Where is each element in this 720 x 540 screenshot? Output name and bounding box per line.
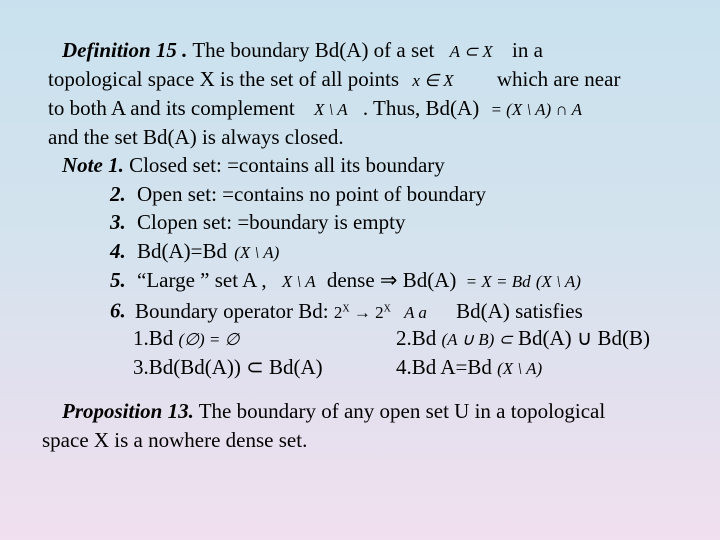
note-3-number: 3. (110, 210, 126, 234)
property-2 (396, 325, 650, 353)
note-4 (110, 238, 279, 266)
property-2-formula: (A ∪ B) ⊂ (441, 330, 513, 349)
note-4-text: Bd(A)=Bd (137, 239, 228, 263)
power-set-arrow: → 2 (353, 302, 384, 322)
definition-line-4 (48, 124, 344, 150)
note-5-text-2: dense ⇒ Bd(A) (326, 268, 457, 292)
definition-text-1-end: in a (512, 38, 543, 62)
note-3 (110, 209, 405, 235)
proposition-text-1: The boundary of any open set U in a topological (198, 399, 606, 423)
definition-text-4: and the set Bd(A) is always closed. (48, 125, 344, 149)
note-2-number: 2. (110, 182, 126, 206)
note-6-text-2: Bd(A) satisfies (456, 298, 583, 323)
property-2-text: 2.Bd (396, 326, 437, 350)
property-3 (133, 354, 323, 380)
note-1 (62, 152, 445, 178)
power-set-base-1: 2 (333, 302, 343, 322)
definition-text-1: The boundary Bd(A) of a set (192, 38, 435, 62)
property-2-end: Bd(A) ∪ Bd(B) (518, 326, 651, 350)
maps-to-formula: A a (404, 302, 427, 322)
definition-text-2-end: which are near (496, 67, 621, 91)
note-5-formula-2: = X = Bd (465, 272, 531, 291)
definition-text-3-mid: . Thus, Bd(A) (362, 96, 480, 120)
note-3-text: Clopen set: =boundary is empty (137, 210, 406, 234)
note-5 (110, 267, 581, 295)
property-4-formula: (X \ A) (497, 359, 543, 378)
note-5-formula-3: (X \ A) (535, 272, 581, 291)
note-5-text-1: “Large ” set A , (137, 268, 267, 292)
proposition-label: Proposition 13. (62, 399, 194, 423)
note-2-text: Open set: =contains no point of boundary (137, 182, 486, 206)
property-1-text: 1.Bd (133, 326, 174, 350)
note-6 (110, 296, 583, 326)
property-3-text: 3.Bd(Bd(A)) ⊂ Bd(A) (133, 355, 323, 379)
power-set-exp-2: X (383, 303, 391, 314)
note-6-text-1: Boundary operator Bd: (135, 298, 329, 323)
element-formula: x ∈ X (412, 71, 454, 90)
note-4-formula: (X \ A) (234, 243, 280, 262)
property-4 (396, 354, 542, 382)
property-1-formula: (∅) = ∅ (178, 330, 240, 349)
definition-line-2 (48, 66, 620, 94)
note-2 (110, 181, 486, 207)
proposition-text-2: space X is a nowhere dense set. (42, 428, 308, 452)
definition-line-1 (62, 37, 543, 65)
note-1-label: Note 1. (62, 153, 124, 177)
proposition-line-2 (42, 427, 307, 453)
definition-text-2: topological space X is the set of all points (48, 67, 400, 91)
property-1 (133, 325, 239, 353)
note-5-formula-1: X \ A (281, 272, 316, 291)
complement-formula: X \ A (313, 100, 348, 119)
boundary-formula: = (X \ A) ∩ A (490, 100, 583, 119)
power-set-formula (334, 303, 391, 322)
power-set-exp-1: X (342, 303, 350, 314)
note-1-text: Closed set: =contains all its boundary (129, 153, 445, 177)
note-4-number: 4. (110, 239, 126, 263)
definition-label: Definition 15 . (62, 38, 188, 62)
note-6-number: 6. (110, 298, 126, 323)
definition-text-3: to both A and its complement (48, 96, 295, 120)
subset-formula: A ⊂ X (449, 42, 493, 61)
proposition-line-1 (62, 398, 605, 424)
definition-line-3 (48, 95, 582, 123)
property-4-text: 4.Bd A=Bd (396, 355, 492, 379)
note-5-number: 5. (110, 268, 126, 292)
